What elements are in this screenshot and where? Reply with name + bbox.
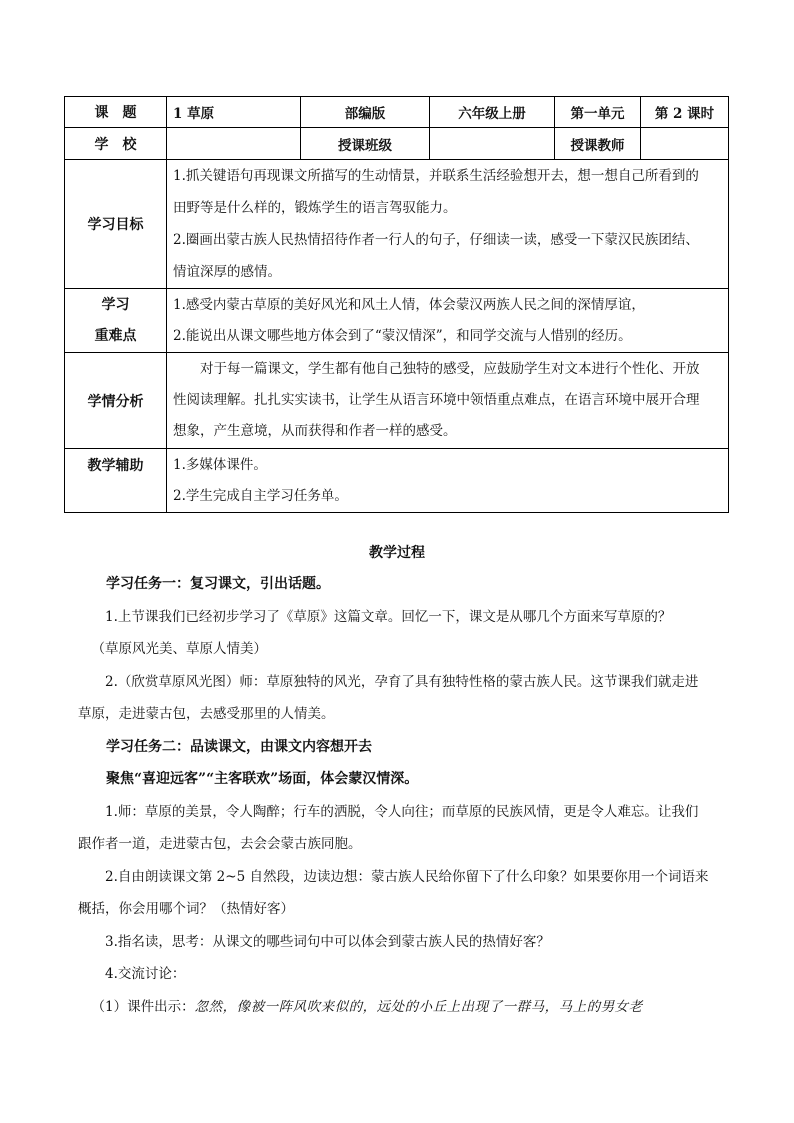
courseware-prefix: （1）课件出示：	[91, 998, 195, 1015]
task1-heading: 学习任务一：复习课文，引出话题。	[106, 576, 330, 592]
analysis-line2: 性阅读理解。扎扎实实读书，让学生从语言环境中领悟重点难点，在语言环境中展开合理	[173, 392, 700, 408]
task1-answer: （草原风光美、草原人情美）	[91, 641, 267, 657]
task2-paragraph1-line1: 1.师：草原的美景，令人陶醉；行车的洒脱，令人向往；而草原的民族风情，更是令人难忘。让我们	[105, 803, 699, 820]
topic-value: 1 草原	[167, 97, 301, 128]
aids-item1: 1.多媒体课件。	[173, 456, 267, 473]
goals-item1-line1: 1.抓关键语句再现课文所描写的生动情景，并联系生活经验想开去，想一想自己所看到的	[173, 168, 699, 184]
lesson-number-cell: 第 2 课时	[641, 97, 729, 128]
topic-label: 课 题	[65, 97, 167, 128]
lesson-info-table	[64, 96, 729, 513]
task2-paragraph5	[78, 991, 730, 1024]
task2-paragraph2-line2: 概括，你会用哪个词？（热情好客）	[78, 901, 294, 917]
teacher-value	[641, 128, 729, 160]
table-row-aids	[65, 449, 729, 513]
class-label: 授课班级	[301, 128, 430, 160]
grade-cell: 六年级上册	[430, 97, 555, 128]
analysis-label: 学情分析	[65, 353, 167, 449]
analysis-line3: 想象，产生意境，从而获得和作者一样的感受。	[173, 423, 457, 439]
task2-paragraph4: 4.交流讨论：	[105, 966, 186, 982]
aids-item2: 2.学生完成自主学习任务单。	[173, 487, 348, 504]
task1-paragraph1: 1.上节课我们已经初步学习了《草原》这篇文章。回忆一下，课文是从哪几个方面来写草原的？	[105, 608, 672, 625]
class-value	[430, 128, 555, 160]
analysis-content	[167, 353, 729, 449]
task1-paragraph2-line2: 草原，走进蒙古包，去感受那里的人情美。	[78, 706, 335, 722]
table-row-analysis	[65, 353, 729, 449]
courseware-quote: 忽然，像被一阵风吹来似的，远处的小丘上出现了一群马，马上的男女老	[194, 998, 643, 1015]
unit-cell: 第一单元	[555, 97, 641, 128]
key-points-content	[167, 289, 729, 353]
goals-item1-line2: 田野等是什么样的，锻炼学生的语言驾驭能力。	[173, 200, 457, 216]
table-row-header	[65, 97, 729, 128]
aids-content	[167, 449, 729, 513]
task2-focus: 聚焦“喜迎远客”“主客联欢”场面，体会蒙汉情深。	[106, 771, 419, 787]
table-row-key-points	[65, 289, 729, 353]
goals-item2-line2: 情谊深厚的感情。	[173, 264, 281, 280]
goals-label: 学习目标	[65, 160, 167, 289]
key-points-label	[65, 289, 167, 353]
key-points-item2: 2.能说出从课文哪些地方体会到了“蒙汉情深”，和同学交流与人惜别的经历。	[173, 327, 632, 344]
task2-paragraph1-line2: 跟作者一道，走进蒙古包，去会会蒙古族同胞。	[78, 836, 362, 852]
key-points-item1: 1.感受内蒙古草原的美好风光和风土人情，体会蒙汉两族人民之间的深情厚谊，	[173, 296, 645, 313]
edition-cell: 部编版	[301, 97, 430, 128]
teaching-process-title: 教学过程	[369, 545, 425, 561]
school-value	[167, 128, 301, 160]
analysis-line1: 对于每一篇课文，学生都有他自己独特的感受，应鼓励学生对文本进行个性化、开放	[200, 361, 700, 377]
task2-paragraph2-line1: 2.自由朗读课文第 2~5 自然段，边读边想：蒙古族人民给你留下了什么印象？如果要你用一个词语来	[105, 868, 709, 885]
goals-item2-line1: 2.圈画出蒙古族人民热情招待作者一行人的句子，仔细读一读，感受一下蒙汉民族团结、	[173, 232, 699, 248]
task1-paragraph2-line1: 2.（欣赏草原风光图）师：草原独特的风光，孕育了具有独特性格的蒙古族人民。这节课我们就走进	[105, 673, 699, 690]
key-points-label-line2: 重难点	[94, 327, 137, 344]
teacher-label: 授课教师	[555, 128, 641, 160]
task2-heading: 学习任务二：品读课文，由课文内容想开去	[106, 738, 372, 755]
aids-label: 教学辅助	[65, 449, 167, 513]
task2-paragraph3: 3.指名读，思考：从课文的哪些词句中可以体会到蒙古族人民的热情好客？	[105, 933, 550, 950]
goals-content	[167, 160, 729, 289]
key-points-label-line1: 学习	[101, 296, 130, 313]
teaching-process-body	[78, 568, 730, 1023]
table-row-goals	[65, 160, 729, 289]
table-row-school	[65, 128, 729, 160]
school-label: 学 校	[65, 128, 167, 160]
